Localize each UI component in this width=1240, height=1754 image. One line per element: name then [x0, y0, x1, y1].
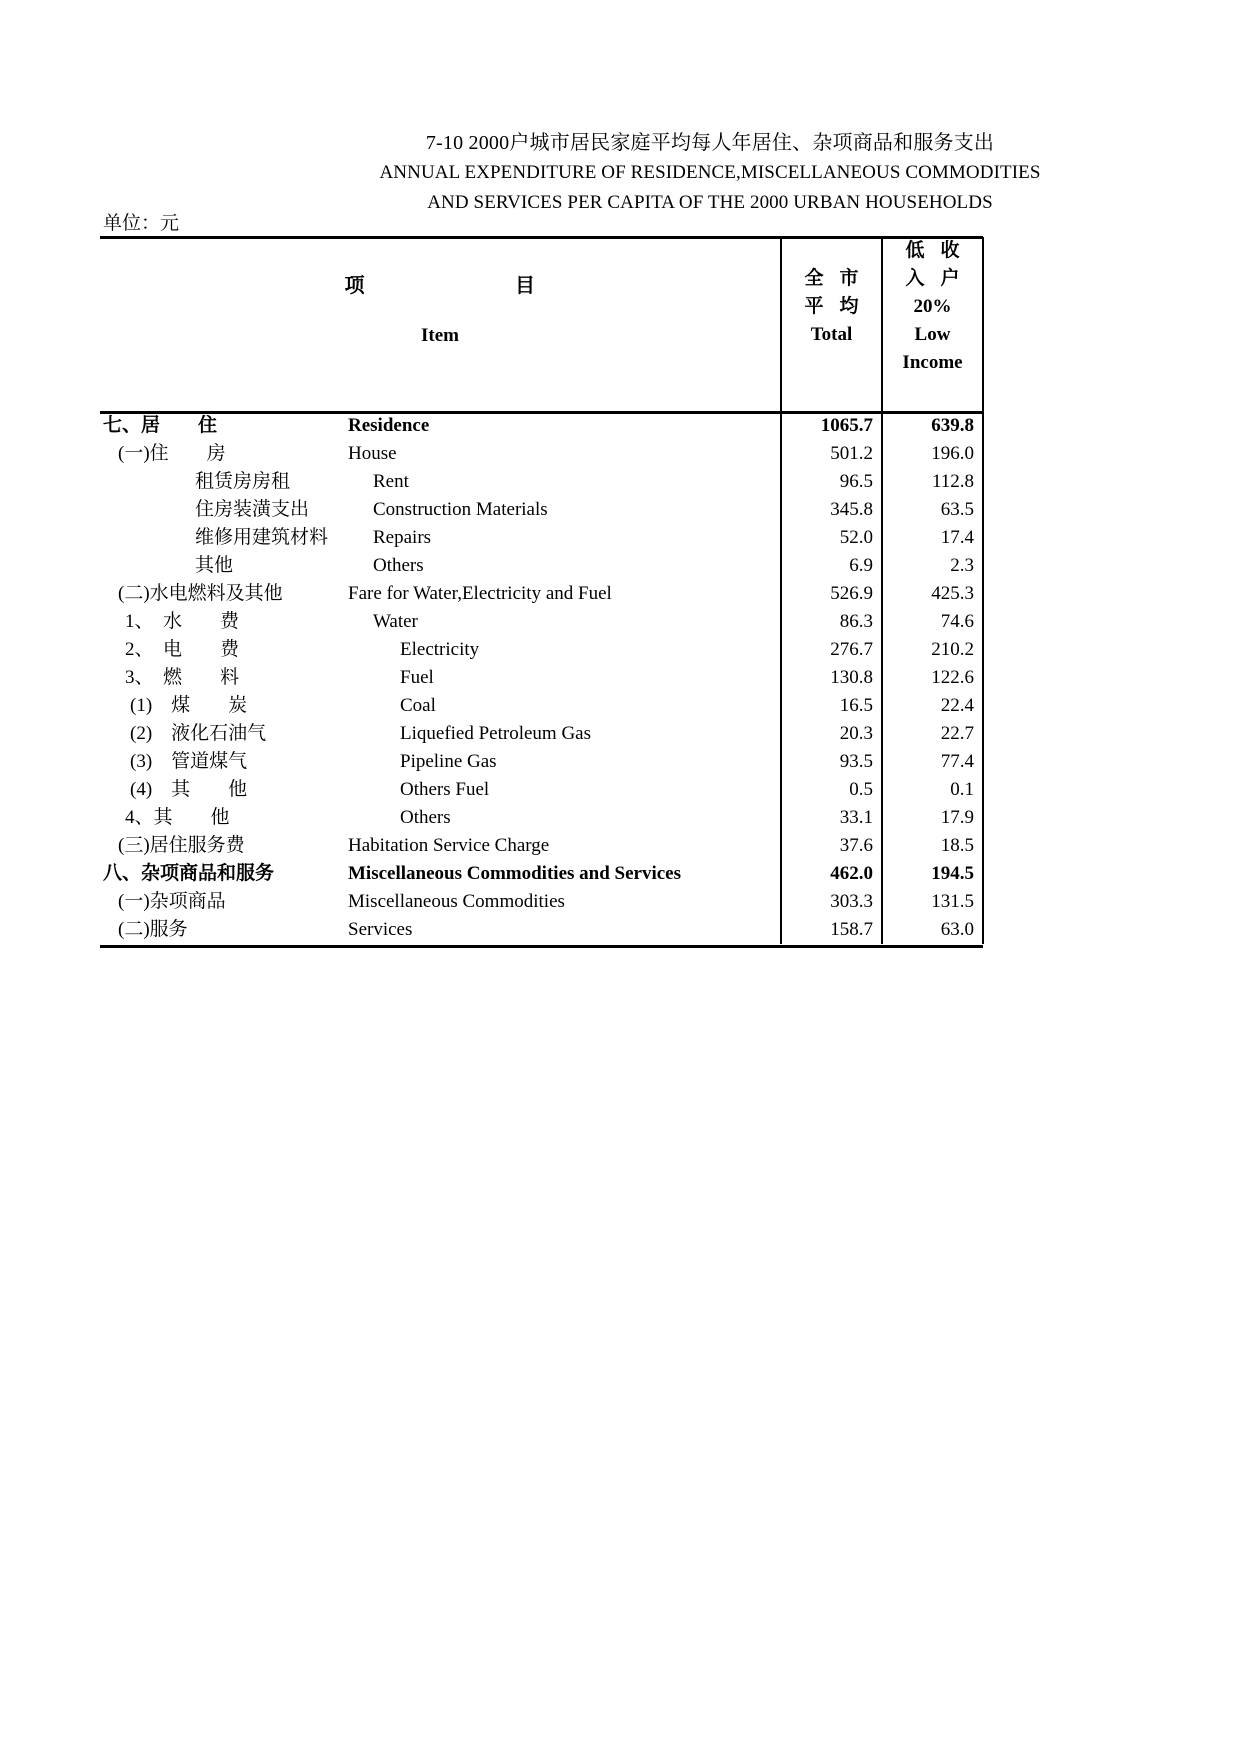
low-pct: 20% — [913, 296, 952, 317]
row-value-low-income: 17.4 — [882, 524, 983, 552]
row-value-low-income: 131.5 — [882, 888, 983, 916]
row-value-low-income: 0.1 — [882, 776, 983, 804]
row-label-english — [345, 916, 765, 944]
row-label-chinese-text: 3、 燃 料 — [125, 667, 240, 688]
row-item-cell — [100, 916, 781, 944]
row-value-total: 86.3 — [781, 608, 882, 636]
row-label-english — [345, 468, 765, 496]
row-label-chinese-text: 七、居 住 — [103, 415, 218, 436]
expenditure-table — [100, 237, 984, 944]
row-value-total: 96.5 — [781, 468, 882, 496]
row-label-english-text: Construction Materials — [373, 499, 548, 520]
row-label-english — [345, 412, 765, 440]
row-label-chinese — [100, 748, 345, 776]
title-english-line2: AND SERVICES PER CAPITA OF THE 2000 URBAN HOUSEHOLDS — [427, 192, 993, 213]
row-item-cell — [100, 412, 781, 440]
row-item-cell — [100, 804, 781, 832]
row-label-english — [345, 524, 765, 552]
row-label-chinese-text: 其他 — [195, 555, 234, 576]
row-label-chinese-text: (一)住 房 — [118, 443, 226, 464]
table-row — [100, 412, 983, 440]
row-label-english — [345, 832, 765, 860]
row-item-cell — [100, 524, 781, 552]
low-cn-line2: 入 户 — [905, 268, 960, 289]
row-label-chinese-text: (二)服务 — [118, 919, 188, 940]
row-item-cell — [100, 440, 781, 468]
row-label-chinese — [100, 776, 345, 804]
row-label-english — [345, 692, 765, 720]
column-header-item-english: Item — [421, 325, 459, 346]
table-row — [100, 440, 983, 468]
column-header-item — [100, 237, 781, 412]
total-cn-line2: 平 均 — [804, 296, 859, 317]
row-value-total: 52.0 — [781, 524, 882, 552]
row-label-english-text: Rent — [373, 471, 409, 492]
row-label-chinese-text: 1、 水 费 — [125, 611, 240, 632]
row-label-english-text: Others — [400, 807, 451, 828]
table-row — [100, 748, 983, 776]
row-item-cell — [100, 552, 781, 580]
table-row — [100, 916, 983, 944]
row-label-english-text: Coal — [400, 695, 436, 716]
item-cn-left: 项 — [344, 275, 365, 297]
table-header-row — [100, 237, 983, 412]
row-label-english-text: Others — [373, 555, 424, 576]
table-row — [100, 832, 983, 860]
unit-label: 单位：元 — [103, 213, 180, 234]
row-value-total: 16.5 — [781, 692, 882, 720]
row-label-english-text: Liquefied Petroleum Gas — [400, 723, 592, 744]
column-header-low-income — [882, 237, 983, 412]
row-value-low-income: 22.4 — [882, 692, 983, 720]
row-label-chinese-text: (1) 煤 炭 — [130, 695, 248, 716]
row-value-total: 130.8 — [781, 664, 882, 692]
row-label-chinese-text: 2、 电 费 — [125, 639, 240, 660]
row-label-chinese-text: (二)水电燃料及其他 — [118, 583, 283, 604]
row-label-chinese-text: (三)居住服务费 — [118, 835, 245, 856]
row-item-cell — [100, 832, 781, 860]
row-label-chinese — [100, 440, 345, 468]
table-row — [100, 692, 983, 720]
row-item-cell — [100, 580, 781, 608]
row-label-english-text: Fuel — [400, 667, 434, 688]
row-label-english-text: Services — [348, 919, 413, 940]
total-en: Total — [810, 324, 853, 345]
row-value-total: 0.5 — [781, 776, 882, 804]
row-label-english — [345, 804, 765, 832]
row-value-total: 1065.7 — [781, 412, 882, 440]
row-value-low-income: 17.9 — [882, 804, 983, 832]
row-value-low-income: 210.2 — [882, 636, 983, 664]
row-item-cell — [100, 468, 781, 496]
row-label-chinese-text: (2) 液化石油气 — [130, 723, 267, 744]
table-body — [100, 412, 983, 944]
table-row — [100, 552, 983, 580]
column-header-item-chinese — [100, 269, 780, 298]
row-label-chinese-text: 住房装潢支出 — [195, 499, 310, 520]
row-item-cell — [100, 664, 781, 692]
low-cn-line1: 低 收 — [905, 240, 960, 261]
row-label-chinese — [100, 832, 345, 860]
row-value-total: 37.6 — [781, 832, 882, 860]
table-bottom-rule — [100, 945, 983, 948]
row-label-chinese-text: (4) 其 他 — [130, 779, 248, 800]
row-value-low-income: 425.3 — [882, 580, 983, 608]
table-row — [100, 776, 983, 804]
row-label-english — [345, 720, 765, 748]
row-label-english — [345, 440, 765, 468]
table-row — [100, 580, 983, 608]
row-label-chinese — [100, 552, 345, 580]
total-cn-line1: 全 市 — [804, 268, 859, 289]
table-row — [100, 636, 983, 664]
row-label-english-text: Water — [373, 611, 418, 632]
row-item-cell — [100, 496, 781, 524]
row-value-total: 6.9 — [781, 552, 882, 580]
row-value-low-income: 122.6 — [882, 664, 983, 692]
row-item-cell — [100, 636, 781, 664]
row-label-english-text: Electricity — [400, 639, 480, 660]
row-label-chinese — [100, 412, 345, 440]
table-row — [100, 720, 983, 748]
item-cn-right: 目 — [515, 275, 536, 297]
row-item-cell — [100, 748, 781, 776]
table-row — [100, 468, 983, 496]
row-label-chinese — [100, 804, 345, 832]
row-label-chinese — [100, 636, 345, 664]
title-block — [100, 128, 1240, 218]
row-label-english — [345, 552, 765, 580]
row-label-english — [345, 580, 765, 608]
row-value-low-income: 194.5 — [882, 860, 983, 888]
row-label-chinese-text: (一)杂项商品 — [118, 891, 226, 912]
row-label-english-text: Habitation Service Charge — [348, 835, 550, 856]
table-row — [100, 496, 983, 524]
table-row — [100, 524, 983, 552]
expenditure-table-wrap — [100, 237, 983, 944]
row-value-low-income: 63.0 — [882, 916, 983, 944]
row-label-chinese — [100, 720, 345, 748]
title-chinese: 7-10 2000户城市居民家庭平均每人年居住、杂项商品和服务支出 — [425, 132, 995, 154]
row-item-cell — [100, 776, 781, 804]
row-label-chinese-text: 租赁房房租 — [195, 471, 291, 492]
row-label-english-text: Residence — [348, 415, 430, 436]
table-row — [100, 664, 983, 692]
row-label-english-text: Pipeline Gas — [400, 751, 497, 772]
row-label-chinese — [100, 468, 345, 496]
row-label-chinese-text: 4、其 他 — [125, 807, 230, 828]
row-label-chinese — [100, 888, 345, 916]
row-label-chinese — [100, 860, 345, 888]
row-item-cell — [100, 888, 781, 916]
row-value-total: 276.7 — [781, 636, 882, 664]
row-item-cell — [100, 692, 781, 720]
row-value-total: 20.3 — [781, 720, 882, 748]
row-label-chinese — [100, 692, 345, 720]
row-label-english-text: Others Fuel — [400, 779, 490, 800]
row-label-english-text: Miscellaneous Commodities — [348, 891, 565, 912]
row-value-total: 345.8 — [781, 496, 882, 524]
row-value-total: 303.3 — [781, 888, 882, 916]
row-label-chinese — [100, 580, 345, 608]
row-item-cell — [100, 608, 781, 636]
row-label-chinese — [100, 524, 345, 552]
row-label-english — [345, 664, 765, 692]
row-label-chinese — [100, 496, 345, 524]
row-value-low-income: 22.7 — [882, 720, 983, 748]
row-label-english — [345, 496, 765, 524]
row-label-chinese-text: (3) 管道煤气 — [130, 751, 248, 772]
row-value-low-income: 639.8 — [882, 412, 983, 440]
title-english-line1: ANNUAL EXPENDITURE OF RESIDENCE,MISCELLANEOUS COMMODITIES — [379, 162, 1041, 183]
table-row — [100, 860, 983, 888]
row-value-total: 158.7 — [781, 916, 882, 944]
row-value-total: 93.5 — [781, 748, 882, 776]
row-label-english — [345, 748, 765, 776]
row-item-cell — [100, 860, 781, 888]
row-label-english — [345, 888, 765, 916]
row-label-english-text: House — [348, 443, 397, 464]
table-row — [100, 888, 983, 916]
row-label-chinese — [100, 664, 345, 692]
row-value-low-income: 63.5 — [882, 496, 983, 524]
row-label-chinese — [100, 916, 345, 944]
row-label-chinese-text: 维修用建筑材料 — [195, 527, 329, 548]
row-value-low-income: 2.3 — [882, 552, 983, 580]
row-value-total: 501.2 — [781, 440, 882, 468]
row-value-total: 462.0 — [781, 860, 882, 888]
row-label-english — [345, 636, 765, 664]
row-item-cell — [100, 720, 781, 748]
table-row — [100, 608, 983, 636]
row-value-low-income: 196.0 — [882, 440, 983, 468]
row-value-low-income: 112.8 — [882, 468, 983, 496]
row-label-english — [345, 608, 765, 636]
row-label-english-text: Repairs — [373, 527, 432, 548]
row-label-chinese — [100, 608, 345, 636]
row-value-low-income: 18.5 — [882, 832, 983, 860]
row-value-low-income: 74.6 — [882, 608, 983, 636]
low-en-line1: Low — [914, 324, 951, 345]
row-value-total: 33.1 — [781, 804, 882, 832]
row-label-english — [345, 776, 765, 804]
row-label-english-text: Fare for Water,Electricity and Fuel — [348, 583, 612, 604]
row-value-low-income: 77.4 — [882, 748, 983, 776]
table-row — [100, 804, 983, 832]
row-label-chinese-text: 八、杂项商品和服务 — [103, 863, 275, 884]
low-en-line2: Income — [902, 352, 963, 373]
row-value-total: 526.9 — [781, 580, 882, 608]
row-label-english — [345, 860, 765, 888]
row-label-english-text: Miscellaneous Commodities and Services — [348, 863, 682, 884]
column-header-total — [781, 237, 882, 412]
